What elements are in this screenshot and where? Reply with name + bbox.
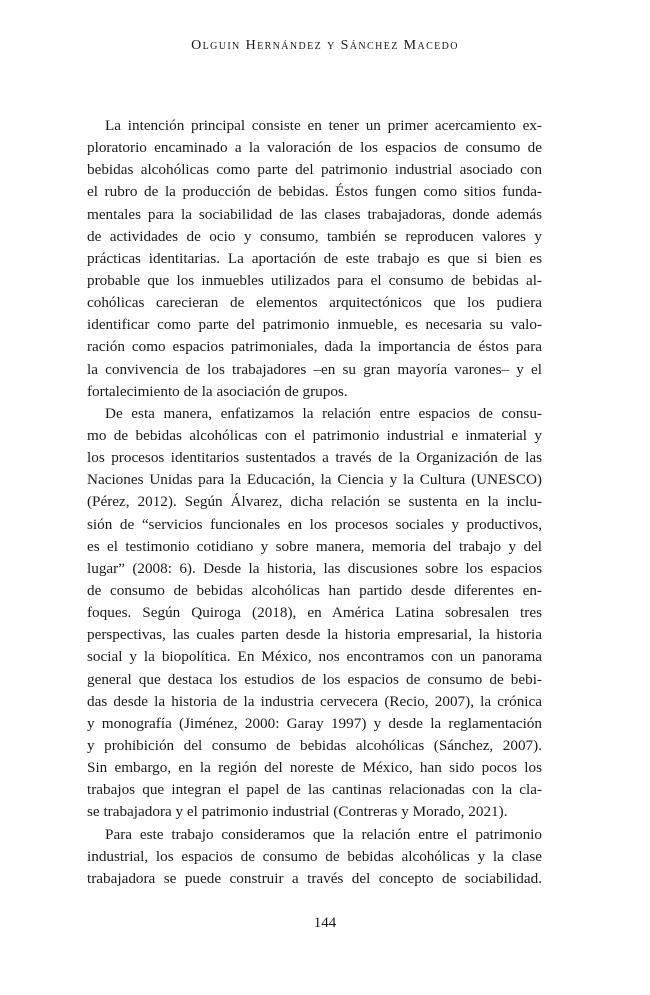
text-line: la convivencia de los trabajadores –en su gran mayoría varones– y el <box>87 360 542 378</box>
text-line: el rubro de la producción de bebidas. Éstos fungen como sitios funda- <box>87 183 542 201</box>
text-line: prácticas identitarias. La aportación de este trabajo es que si bien es <box>87 249 542 267</box>
text-line: probable que los inmuebles utilizados para el consumo de bebidas al- <box>87 271 542 289</box>
text-line: trabajadora se puede construir a través del concepto de sociabilidad. <box>87 869 542 887</box>
text-line: Para este trabajo consideramos que la relación entre el patrimonio <box>105 825 542 843</box>
text-line: Sin embargo, en la región del noreste de México, han sido pocos los <box>87 759 542 777</box>
text-line: mentales para la sociabilidad de las clases trabajadoras, donde además <box>87 205 542 223</box>
text-line: ploratorio encaminado a la valoración de los espacios de consumo de <box>87 139 542 157</box>
text-line: fortalecimiento de la asociación de grupos. <box>87 382 348 400</box>
page-number: 144 <box>313 915 337 931</box>
text-line: identificar como parte del patrimonio inmueble, es necesaria su valo- <box>87 316 542 334</box>
running-head: Olguin Hernández y Sánchez Macedo <box>191 38 459 53</box>
text-line: Naciones Unidas para la Educación, la Ciencia y la Cultura (UNESCO) <box>87 471 542 489</box>
text-line: bebidas alcohólicas como parte del patrimonio industrial asociado con <box>87 161 542 179</box>
text-line: es el testimonio cotidiano y sobre manera, memoria del trabajo y del <box>87 537 542 555</box>
text-line: sión de “servicios funcionales en los procesos sociales y productivos, <box>87 515 542 533</box>
text-line: industrial, los espacios de consumo de bebidas alcohólicas y la clase <box>87 847 542 865</box>
text-line: lugar” (2008: 6). Desde la historia, las discusiones sobre los espacios <box>87 559 542 577</box>
text-line: social y la biopolítica. En México, nos encontramos con un panorama <box>87 648 542 666</box>
text-line: ración como espacios patrimoniales, dada la importancia de éstos para <box>87 338 542 356</box>
text-line: La intención principal consiste en tener un primer acercamiento ex- <box>105 117 542 134</box>
text-line: das desde la historia de la industria cervecera (Recio, 2007), la crónica <box>87 692 542 710</box>
text-line: y prohibición del consumo de bebidas alcohólicas (Sánchez, 2007). <box>87 736 542 754</box>
text-line: foques. Según Quiroga (2018), en América Latina sobresalen tres <box>87 604 542 622</box>
text-line: trabajos que integran el papel de las cantinas relacionadas con la cla- <box>87 781 542 799</box>
text-line: perspectivas, las cuales parten desde la historia empresarial, la historia <box>87 626 542 644</box>
text-line: (Pérez, 2012). Según Álvarez, dicha relación se sustenta en la inclu- <box>87 493 542 511</box>
text-line: y monografía (Jiménez, 2000: Garay 1997) y desde la reglamentación <box>87 714 542 732</box>
text-line: mo de bebidas alcohólicas con el patrimonio industrial e inmaterial y <box>87 426 542 444</box>
text-line: se trabajadora y el patrimonio industrial (Contreras y Morado, 2021). <box>87 803 508 821</box>
text-line: cohólicas carecieran de elementos arquitectónicos que los pudiera <box>87 294 542 312</box>
text-line: De esta manera, enfatizamos la relación entre espacios de consu- <box>105 404 542 422</box>
text-line: los procesos identitarios sustentados a través de la Organización de las <box>87 449 542 467</box>
text-line: general que destaca los estudios de los espacios de consumo de bebi- <box>87 670 542 688</box>
body-text <box>87 115 542 890</box>
text-line: de actividades de ocio y consumo, también se reproducen valores y <box>87 227 542 245</box>
text-line: de consumo de bebidas alcohólicas han partido desde diferentes en- <box>87 581 542 599</box>
